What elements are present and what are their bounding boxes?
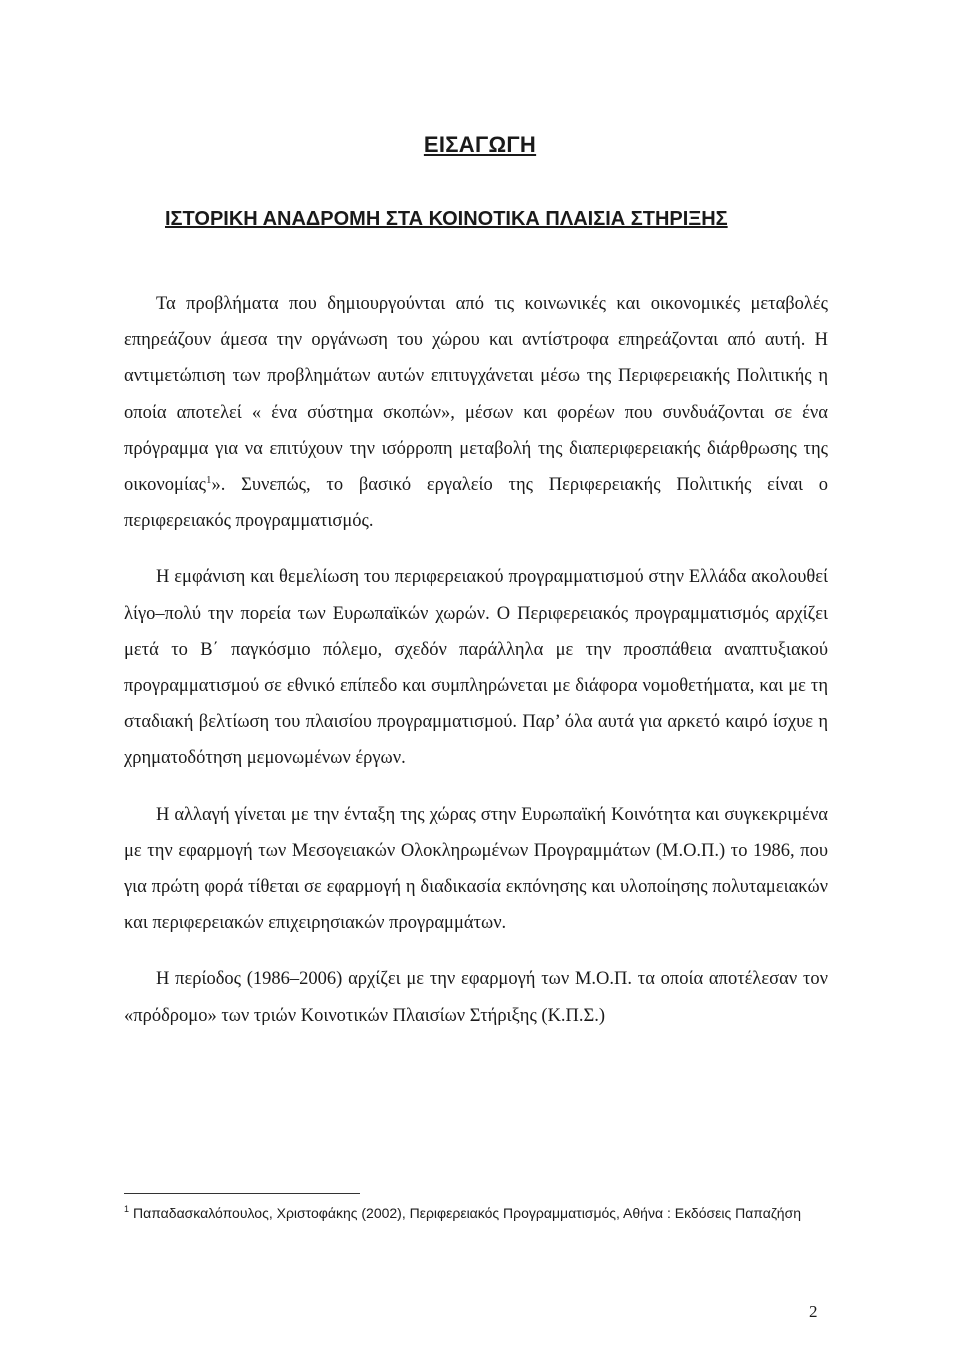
paragraph-1 xyxy=(124,286,828,539)
section-heading: ΙΣΤΟΡΙΚΗ ΑΝΑΔΡΟΜΗ ΣΤΑ ΚΟΙΝΟΤΙΚΑ ΠΛΑΙΣΙΑ ΣΤΗΡΙΞΗΣ xyxy=(165,208,728,230)
footnote xyxy=(124,1203,804,1223)
body-text xyxy=(124,286,828,1054)
footnote-text: Παπαδασκαλόπουλος, Χριστοφάκης (2002), Περιφερειακός Προγραμματισμός, Αθήνα : Εκδόσεις Παπαζήση xyxy=(133,1205,801,1221)
page-title: ΕΙΣΑΓΩΓΗ xyxy=(423,132,537,157)
page-number: 2 xyxy=(809,1302,818,1321)
paragraph-2: Η εμφάνιση και θεμελίωση του περιφερειακού προγραμματισμού στην Ελλάδα ακολουθεί λίγο–πολύ την πορεία των Ευρωπαϊκών χωρών. Ο Περιφερειακός προγραμματισμός αρχίζει μετά το Β΄ παγκόσμιο πόλεμο, σχεδόν παράλληλα με την προσπάθεια αναπτυξιακού προγραμματισμού σε εθνικό επίπεδο και συμπληρώνεται με διάφορα νομοθετήματα, και με τη σταδιακή βελτίωση του πλαισίου προγραμματισμού. Παρ’ όλα αυτά για αρκετό καιρό ίσχυε η χρηματοδότηση μεμονωμένων έργων. xyxy=(124,567,828,769)
paragraph-4: Η περίοδος (1986–2006) αρχίζει με την εφαρμογή των Μ.Ο.Π. τα οποία αποτέλεσαν τον «πρόδρομο» των τριών Κοινοτικών Πλαισίων Στήριξης (Κ.Π.Σ.) xyxy=(124,969,828,1026)
paragraph-1-text: Τα προβλήματα που δημιουργούνται από τις κοινωνικές και οικονομικές μεταβολές επηρεάζουν άμεσα την οργάνωση του χώρου και αντίστροφα επηρεάζονται από αυτή. Η αντιμετώπιση των προβλημάτων αυτών επιτυγχάνεται μέσω της Περιφερειακής Πολιτικής η οποία αποτελεί « ένα σύστημα σκοπών», μέσων και φορέων που συνδυάζονται σε ένα πρόγραμμα για να επιτύχουν την ισόρροπη μεταβολή της διαπεριφερειακής διάρθρωσης της οικονομίας xyxy=(124,294,828,496)
footnote-marker: 1 xyxy=(124,1204,130,1215)
footnote-divider xyxy=(124,1193,360,1194)
paragraph-3: Η αλλαγή γίνεται με την ένταξη της χώρας στην Ευρωπαϊκή Κοινότητα και συγκεκριμένα με την εφαρμογή των Μεσογειακών Ολοκληρωμένων Προγραμμάτων (Μ.Ο.Π.) το 1986, που για πρώτη φορά τίθεται σε εφαρμογή η διαδικασία εκπόνησης και υλοποίησης πολυταμειακών και περιφερειακών επιχειρησιακών προγραμμάτων. xyxy=(124,804,828,934)
paragraph-1-text-end: ». Συνεπώς, το βασικό εργαλείο της Περιφερειακής Πολιτικής είναι ο περιφερειακός προγραμματισμός. xyxy=(124,475,828,532)
footnote-reference: 1 xyxy=(205,473,212,486)
